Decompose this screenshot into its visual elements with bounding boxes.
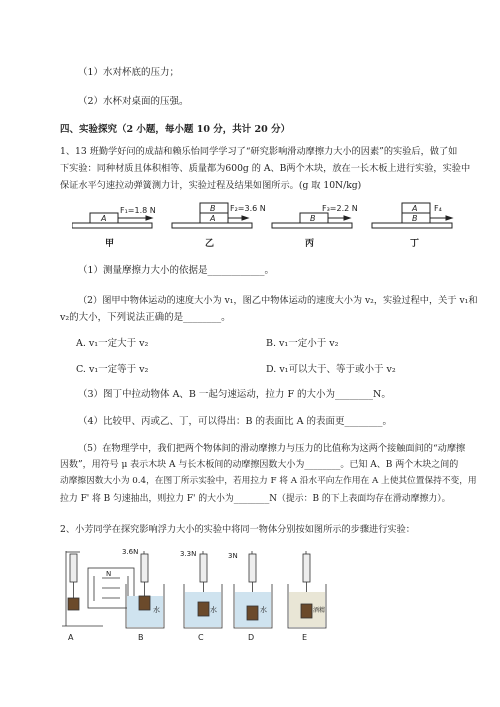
label-ding: 丁 <box>410 239 420 249</box>
problem1-line2: 下实验：同种材质且体积相等、质量都为600g 的 A、B两个木块，放在一长木板上进行实验，实验中 <box>60 163 471 174</box>
liquid-d: 水 <box>260 606 267 614</box>
sub-question-3: （3）图丁中拉动物体 A、B 一起匀速运动，拉力 F 的大小为________N。 <box>78 389 391 400</box>
block-b-ding: B <box>412 214 418 223</box>
liquid-b: 水 <box>153 606 160 614</box>
reading-d: 3N <box>228 552 238 560</box>
label-jia: 甲 <box>105 239 115 249</box>
label-e: E <box>302 633 308 642</box>
liquid-e: 酒精 <box>313 607 326 614</box>
block-a-jia: A <box>101 214 107 223</box>
prev-question-2: （2）水杯对桌面的压强。 <box>78 96 189 107</box>
sub-question-1: （1）测量摩擦力大小的依据是____________。 <box>78 265 275 276</box>
option-c: C. v₁一定等于 v₂ <box>76 364 149 375</box>
label-yi: 乙 <box>205 239 215 249</box>
block-b-yi: B <box>210 204 216 213</box>
label-bing: 丙 <box>305 239 315 249</box>
force-label-1: F₁=1.8 N <box>120 206 156 215</box>
force-label-2: F₂=3.6 N <box>230 204 266 213</box>
label-d: D <box>248 633 255 642</box>
option-d: D. v₁可以大于、等于或小于 v₂ <box>266 364 396 375</box>
force-label-3: F₃=2.2 N <box>322 204 358 213</box>
option-b: B. v₁一定小于 v₂ <box>266 338 339 349</box>
liquid-c: 水 <box>210 606 217 614</box>
option-a: A. v₁一定大于 v₂ <box>76 338 149 349</box>
friction-experiment-figure <box>72 196 456 252</box>
sub-question-2-line2: v₂的大小，下列说法正确的是________。 <box>60 312 231 323</box>
section-heading: 四、实验探究（2 小题，每小题 10 分，共计 20 分） <box>60 124 291 135</box>
problem2-line1: 2、小芳同学在探究影响浮力大小的实验中将同一物体分别按如图所示的步骤进行实验： <box>60 524 415 535</box>
sub-question-5-line2: 因数”，用符号 μ 表示木块 A 与长木板间的动摩擦因数大小为________。已知 A、B 两个木块之间的 <box>60 460 459 470</box>
label-a: A <box>68 633 74 642</box>
prev-question-1: （1）水对杯底的压力； <box>78 67 180 78</box>
sub-question-5-line1: （5）在物理学中，我们把两个物体间的滑动摩擦力与压力的比值称为这两个接触面间的“动摩擦 <box>78 443 466 454</box>
sub-question-4: （4）比较甲、丙或乙、丁，可以得出：B 的表面比 A 的表面更________。 <box>78 416 392 427</box>
problem1-line3: 保证水平匀速拉动弹簧测力计，实验过程及结果如图所示。(g 取 10N/kg) <box>60 180 362 191</box>
block-a-ding: A <box>412 204 418 213</box>
block-a-yi: A <box>210 214 216 223</box>
scale-unit: N <box>106 570 112 578</box>
buoyancy-experiment-figure <box>58 546 443 646</box>
label-b: B <box>138 633 144 642</box>
problem1-line1: 1、13 班勤学好问的成喆和赖乐怡同学学习了“研究影响滑动摩擦力大小的因素”的实验后，做了如 <box>60 146 458 157</box>
force-label-4: F₄ <box>434 204 442 213</box>
sub-question-5-line3: 动摩擦因数大小为 0.4，在图丁所示实验中，若用拉力 F 将 A 沿水平向左作用在 A 上使其位置保持不变，用 <box>60 476 477 486</box>
reading-b: 3.6N <box>122 548 139 556</box>
reading-c: 3.3N <box>180 550 197 558</box>
sub-question-5-line4: 拉力 F' 将 B 匀速抽出，则拉力 F' 的大小为________N（提示：B 的下上表面均存在滑动摩擦力）。 <box>60 494 451 504</box>
block-b-bing: B <box>310 214 316 223</box>
sub-question-2-line1: （2）图甲中物体运动的速度大小为 v₁，图乙中物体运动的速度大小为 v₂，实验过程中，关于 v₁和 <box>78 295 478 306</box>
label-c: C <box>198 633 204 642</box>
